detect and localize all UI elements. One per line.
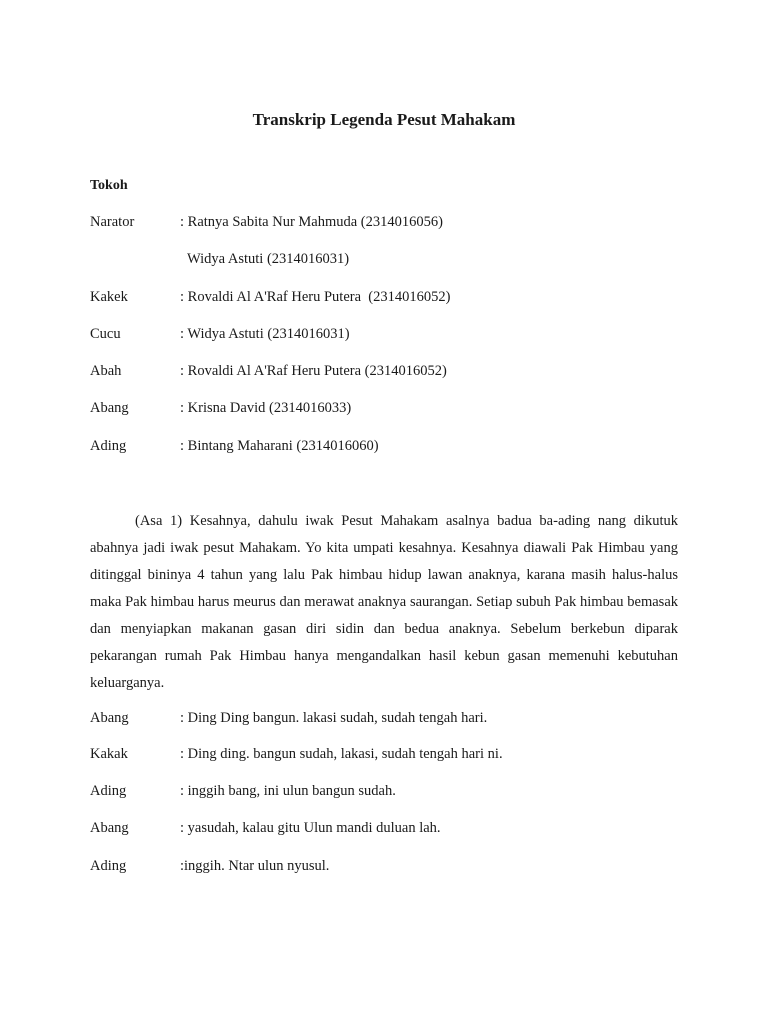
cast-row: [90, 287, 450, 307]
cast-row: [90, 212, 443, 232]
dialogue-line: [90, 744, 503, 764]
dialogue-text: : yasudah, kalau gitu Ulun mandi duluan lah.: [180, 820, 441, 836]
cast-value: : Krisna David (2314016033): [180, 400, 352, 416]
dialogue-speaker: Ading: [90, 783, 127, 799]
dialogue-line: [90, 856, 329, 876]
cast-value: : Widya Astuti (2314016031): [180, 326, 350, 342]
dialogue-speaker: Ading: [90, 858, 127, 874]
narrative-paragraph: (Asa 1) Kesahnya, dahulu iwak Pesut Mahakam asalnya badua ba-ading nang dikutuk abahnya jadi iwak pesut Mahakam. Yo kita umpati kesahnya. Kesahnya diawali Pak Himbau yang ditinggal bininya 4 tahun yang lalu Pak himbau hidup lawan anaknya, karana masih halus-halus maka Pak himbau harus meurus dan merawat anaknya saurangan. Setiap subuh Pak himbau bemasak dan menyiapkan makanan gasan diri sidin dan bedua anaknya. Sebelum berkebun diparak pekarangan rumah Pak Himbau hanya mengandalkan hasil kebun gasan memenuhi kebutuhan keluarganya.: [90, 513, 678, 691]
cast-role: Cucu: [90, 326, 121, 342]
dialogue-text: : inggih bang, ini ulun bangun sudah.: [180, 783, 396, 799]
cast-value: : Bintang Maharani (2314016060): [180, 438, 379, 454]
document-title: Transkrip Legenda Pesut Mahakam: [252, 110, 516, 129]
cast-row: [90, 324, 350, 344]
dialogue-line: [90, 708, 487, 728]
dialogue-line: [90, 818, 441, 838]
dialogue-speaker: Abang: [90, 710, 129, 726]
cast-value: : Ratnya Sabita Nur Mahmuda (2314016056): [180, 214, 443, 230]
dialogue-text: :inggih. Ntar ulun nyusul.: [180, 858, 330, 874]
cast-value: : Rovaldi Al A'Raf Heru Putera (2314016052): [180, 289, 451, 305]
cast-role: Narator: [90, 214, 135, 230]
cast-value: Widya Astuti (2314016031): [180, 251, 350, 267]
cast-row: [90, 436, 379, 456]
cast-row: [90, 249, 349, 269]
cast-row: [90, 398, 351, 418]
section-heading: Tokoh: [90, 178, 128, 193]
dialogue-speaker: Kakak: [90, 746, 128, 762]
dialogue-text: : Ding Ding bangun. lakasi sudah, sudah tengah hari.: [180, 710, 488, 726]
cast-row: [90, 361, 447, 381]
dialogue-text: : Ding ding. bangun sudah, lakasi, sudah tengah hari ni.: [180, 746, 503, 762]
cast-role: Kakek: [90, 289, 128, 305]
dialogue-line: [90, 781, 396, 801]
cast-value: : Rovaldi Al A'Raf Heru Putera (2314016052): [180, 363, 447, 379]
cast-role: Ading: [90, 438, 127, 454]
cast-role: Abang: [90, 400, 129, 416]
cast-role: Abah: [90, 363, 122, 379]
dialogue-speaker: Abang: [90, 820, 129, 836]
